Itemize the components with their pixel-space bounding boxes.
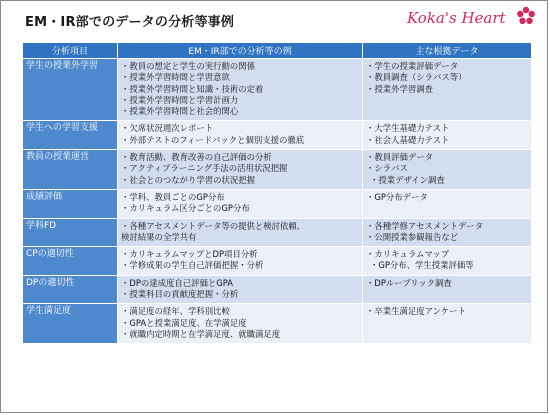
table-row	[23, 247, 532, 276]
source-item: ・カリキュラムマップ	[366, 249, 450, 260]
row-examples	[118, 218, 363, 247]
source-item: ・各種学修アセスメントデータ	[366, 220, 484, 231]
example-item: ・DPの達成度自己評価とGPA	[121, 277, 233, 288]
example-item: ・外部テストのフィードバックと個別支援の徹底	[121, 134, 305, 145]
example-item: ・就職内定時期と在学満足度、就職満足度	[121, 328, 281, 339]
row-examples	[118, 150, 363, 190]
example-item: ・満足度の経年、学科別比較	[121, 306, 230, 317]
row-sources	[363, 150, 532, 190]
example-item: ・アクティブラーニング手法の活用状況把握	[121, 163, 288, 174]
source-item: ・GP分布、学生授業評価等	[370, 260, 474, 271]
table-row	[23, 150, 532, 190]
example-item: ・教育活動、教育改善の自己評価の分析	[121, 152, 272, 163]
row-examples	[118, 189, 363, 218]
row-sources	[363, 247, 532, 276]
example-item: ・授業外学習時間と学習計画力	[121, 94, 239, 105]
source-item: ・大学生基礎力テスト	[366, 123, 450, 134]
example-item: ・各種アセスメントデータ等の提供と検討依頼、	[121, 220, 306, 231]
row-category: 学生の授業外学習	[23, 59, 118, 121]
page-title: EM・IR部でのデータの分析等事例	[25, 15, 235, 30]
table-row	[23, 59, 532, 121]
source-item: ・学生の授業評価データ	[366, 61, 459, 71]
row-examples	[118, 247, 363, 276]
row-category: DPの適切性	[23, 275, 118, 304]
row-examples	[118, 275, 363, 304]
table-row	[23, 121, 532, 150]
source-item: ・教員調査（シラバス等）	[366, 72, 467, 83]
table-row	[23, 218, 532, 247]
example-item: ・カリキュラム区分ごとのGP分布	[121, 203, 250, 214]
row-examples	[118, 59, 363, 121]
row-category: 成績評価	[23, 189, 118, 218]
header-examples: EM・IR部での分析等の例	[118, 43, 363, 59]
row-sources	[363, 121, 532, 150]
row-examples	[118, 304, 363, 344]
example-item: ・授業外学習時間と社会的関心	[121, 106, 239, 117]
row-examples	[118, 121, 363, 150]
source-item: ・授業外学習調査	[366, 83, 433, 94]
source-item: ・授業デザイン調査	[370, 174, 445, 185]
example-item: ・社会とのつながり学習の状況把握	[121, 174, 255, 185]
source-item: ・GP分布データ	[366, 191, 428, 202]
row-sources	[363, 218, 532, 247]
header-sources: 主な根拠データ	[363, 43, 532, 59]
example-item: ・学科、教員ごとのGP分布	[121, 191, 225, 202]
table-row	[23, 275, 532, 304]
table-row	[23, 304, 532, 344]
brand-logo	[407, 3, 537, 33]
row-category: 学生への学習支援	[23, 121, 118, 150]
source-item: ・公開授業参観報告など	[366, 231, 459, 242]
header-analysis-item: 分析項目	[23, 43, 118, 59]
row-sources	[363, 189, 532, 218]
example-item: ・授業科目の貢献度把握・分析	[121, 289, 239, 300]
table-row	[23, 189, 532, 218]
row-category: 教員の授業運営	[23, 150, 118, 190]
row-category: 学科FD	[23, 218, 118, 247]
table-header-row	[23, 43, 532, 59]
example-item: ・授業外学習時間と学習意欲	[121, 72, 230, 83]
source-item: ・シラバス	[366, 163, 408, 174]
example-item: ・カリキュラムマップとDP項目分析	[121, 249, 258, 260]
example-item: ・学修成果の学生自己評価把握・分析	[121, 260, 264, 271]
source-item: ・DPルーブリック調査	[366, 277, 452, 288]
source-item: ・卒業生満足度アンケート	[366, 306, 466, 317]
row-sources	[363, 275, 532, 304]
example-item: ・教員の想定と学生の実行動の関係	[121, 61, 255, 71]
example-item: 検討結果の全学共有	[121, 231, 197, 242]
source-item: ・社会人基礎力テスト	[366, 134, 450, 145]
row-sources	[363, 59, 532, 121]
analysis-table	[22, 42, 532, 344]
flower-icon	[515, 5, 537, 27]
row-category: 学生満足度	[23, 304, 118, 344]
source-item: ・教員評価データ	[366, 152, 433, 163]
row-sources	[363, 304, 532, 344]
example-item: ・授業外学習時間と知識・技術の定着	[121, 83, 264, 94]
row-category: CPの適切性	[23, 247, 118, 276]
example-item: ・欠席状況週次レポート	[121, 123, 214, 134]
example-item: ・GPAと授業満足度、在学満足度	[121, 317, 247, 328]
logo-text: Koka's Heart	[407, 9, 506, 27]
